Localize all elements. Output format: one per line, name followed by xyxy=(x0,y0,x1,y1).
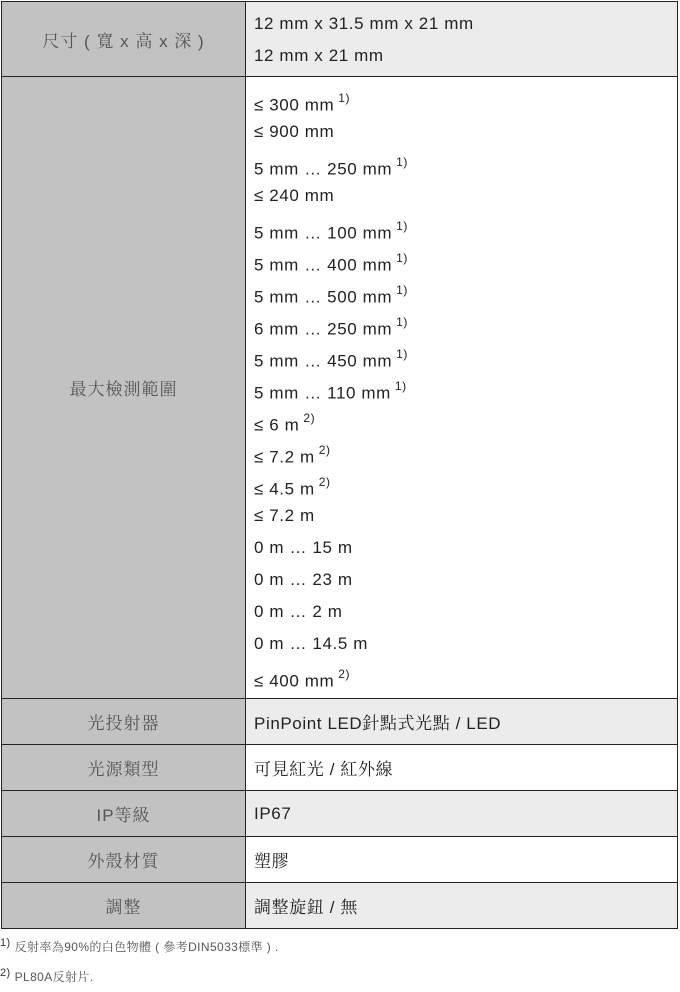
range-text: ≤ 7.2 m xyxy=(254,506,315,525)
range-text: ≤ 900 mm xyxy=(254,122,335,141)
footnote-mark: 1) xyxy=(0,937,11,949)
range-value xyxy=(254,308,677,340)
footnote-ref: 2) xyxy=(303,411,316,425)
footnote-ref: 1) xyxy=(338,91,351,105)
row-label: 最大檢測範圍 xyxy=(2,77,246,699)
range-value xyxy=(254,148,677,180)
range-value xyxy=(254,532,677,564)
footnote-ref: 1) xyxy=(394,379,407,393)
row-value: 塑膠 xyxy=(246,837,678,883)
footnote-text: PL80A反射片. xyxy=(14,970,94,984)
footnote-ref: 2) xyxy=(318,443,331,457)
table-row-housing xyxy=(2,837,678,883)
range-value xyxy=(254,500,677,532)
range-value xyxy=(254,212,677,244)
range-value xyxy=(254,468,677,500)
range-value xyxy=(254,564,677,596)
row-value: PinPoint LED針點式光點 / LED xyxy=(246,699,678,745)
table-row-light-type xyxy=(2,745,678,791)
range-text: 0 m … 15 m xyxy=(254,538,353,557)
row-value xyxy=(246,2,678,77)
range-text: 0 m … 14.5 m xyxy=(254,634,368,653)
range-text: ≤ 6 m xyxy=(254,415,300,435)
row-value: IP67 xyxy=(246,791,678,837)
range-text: 6 mm … 250 mm xyxy=(254,319,393,339)
row-label: 尺寸 ( 寬 x 高 x 深 ) xyxy=(2,2,246,77)
range-value xyxy=(254,180,677,212)
range-text: ≤ 4.5 m xyxy=(254,479,315,499)
range-value xyxy=(254,660,677,692)
range-value xyxy=(254,372,677,404)
footnotes xyxy=(0,932,279,992)
range-text: 5 mm … 250 mm xyxy=(254,159,393,179)
row-label: 光投射器 xyxy=(2,699,246,745)
range-text: 5 mm … 500 mm xyxy=(254,287,393,307)
range-text: ≤ 240 mm xyxy=(254,186,335,205)
footnote-ref: 1) xyxy=(396,155,409,169)
footnote-mark: 2) xyxy=(0,967,11,979)
row-value: 可見紅光 / 紅外線 xyxy=(246,745,678,791)
dimension-value: 12 mm x 21 mm xyxy=(254,46,384,65)
range-value xyxy=(254,244,677,276)
footnote-ref: 1) xyxy=(396,283,409,297)
row-label: 外殼材質 xyxy=(2,837,246,883)
range-value xyxy=(254,404,677,436)
range-value xyxy=(254,596,677,628)
footnote-ref: 2) xyxy=(338,667,351,681)
table-row-dimensions xyxy=(2,2,678,77)
row-label: 調整 xyxy=(2,883,246,929)
range-value xyxy=(254,276,677,308)
dimension-value: 12 mm x 31.5 mm x 21 mm xyxy=(254,14,474,33)
range-text: ≤ 7.2 m xyxy=(254,447,315,467)
table-row-ip-rating xyxy=(2,791,678,837)
range-text: 5 mm … 400 mm xyxy=(254,255,393,275)
table-row-max-range xyxy=(2,77,678,699)
table-row-adjustment xyxy=(2,883,678,929)
row-label: IP等級 xyxy=(2,791,246,837)
range-value xyxy=(254,116,677,148)
row-value: 調整旋鈕 / 無 xyxy=(246,883,678,929)
range-list xyxy=(254,77,677,698)
table-row-emitter xyxy=(2,699,678,745)
row-label: 光源類型 xyxy=(2,745,246,791)
range-text: ≤ 300 mm xyxy=(254,95,335,115)
spec-table xyxy=(1,1,678,929)
range-text: 5 mm … 450 mm xyxy=(254,351,393,371)
range-value xyxy=(254,628,677,660)
range-text: ≤ 400 mm xyxy=(254,671,335,691)
row-value xyxy=(246,77,678,699)
range-text: 5 mm … 100 mm xyxy=(254,223,393,243)
range-text: 0 m … 2 m xyxy=(254,602,343,621)
range-text: 0 m … 23 m xyxy=(254,570,353,589)
range-value xyxy=(254,340,677,372)
footnote-ref: 1) xyxy=(396,315,409,329)
footnote-text: 反射率為90%的白色物體 ( 參考DIN5033標準 ) . xyxy=(14,940,279,954)
range-text: 5 mm … 110 mm xyxy=(254,383,391,403)
footnote xyxy=(0,962,279,992)
footnote-ref: 2) xyxy=(318,475,331,489)
range-value xyxy=(254,436,677,468)
footnote xyxy=(0,932,279,962)
footnote-ref: 1) xyxy=(396,251,409,265)
footnote-ref: 1) xyxy=(396,219,409,233)
footnote-ref: 1) xyxy=(396,347,409,361)
range-value xyxy=(254,84,677,116)
